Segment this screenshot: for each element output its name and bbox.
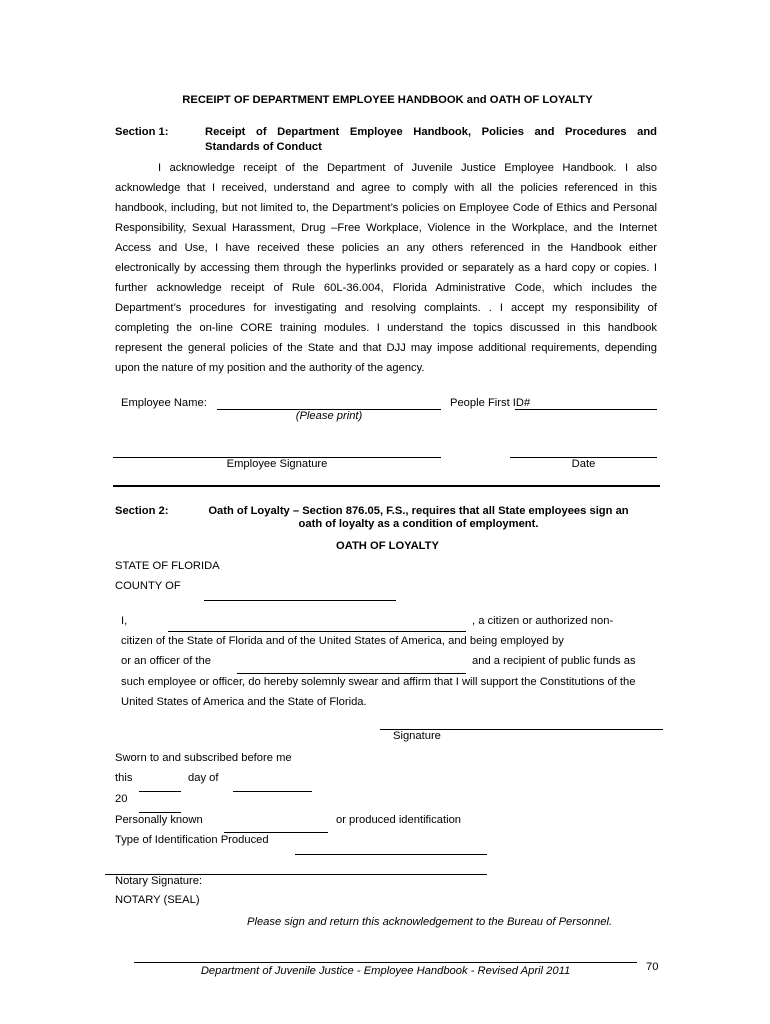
paragraph-line: Access and Use, I have received these policies an any others referenced in the Handbook either	[115, 242, 657, 254]
day-of-label: day of	[188, 772, 219, 784]
identification-type-line	[295, 854, 487, 855]
oath-officer-label: or an officer of the	[121, 655, 211, 667]
notary-seal-label: NOTARY (SEAL)	[115, 894, 200, 906]
paragraph-line: Responsibility, Sexual Harassment, Drug –Free Workplace, Violence in the Workplace, and the Internet	[115, 222, 657, 234]
page-number: 70	[646, 961, 659, 973]
people-first-id-label: People First ID#	[450, 397, 531, 409]
paragraph-line: I acknowledge receipt of the Department of Juvenile Justice Employee Handbook. I also	[158, 162, 657, 174]
employee-name-label: Employee Name:	[121, 397, 207, 409]
paragraph-line: electronically by accessing them through the hyperlinks provided or separately as a hard copy or copies. I	[115, 262, 657, 274]
county-label: COUNTY OF	[115, 580, 181, 592]
notary-signature-label: Notary Signature:	[115, 875, 203, 887]
paragraph-line: represent the general policies of the State and that DJJ may impose additional requirements, depending	[115, 342, 657, 354]
people-first-id-line	[515, 409, 657, 410]
paragraph-line: acknowledge that I received, understand and agree to comply with all the policies referenced in this	[115, 182, 657, 194]
day-line	[139, 791, 181, 792]
please-print-hint: (Please print)	[295, 410, 363, 422]
state-label: STATE OF FLORIDA	[115, 560, 220, 572]
oath-employer-line	[237, 673, 466, 674]
employee-signature-label: Employee Signature	[226, 458, 328, 470]
section-divider	[113, 485, 660, 487]
paragraph-line: handbook, including, but not limited to, the Department’s policies on Employee Code of Ethics and Personal	[115, 202, 657, 214]
county-line	[204, 600, 396, 601]
oath-line-4: such employee or officer, do hereby solemnly swear and affirm that I will support the Constitutions of the	[121, 676, 636, 688]
return-instruction: Please sign and return this acknowledgement to the Bureau of Personnel.	[247, 916, 613, 928]
sworn-text: Sworn to and subscribed before me	[115, 752, 292, 764]
month-line	[233, 791, 312, 792]
section1-label: Section 1:	[115, 126, 169, 138]
paragraph-line: upon the nature of my position and the authority of the agency.	[115, 362, 425, 374]
oath-officer-text: and a recipient of public funds as	[472, 655, 636, 667]
oath-name-line	[168, 631, 466, 632]
section2-heading-line-1: Oath of Loyalty – Section 876.05, F.S., requires that all State employees sign an	[208, 505, 629, 517]
oath-citizen-text: , a citizen or authorized non-	[472, 615, 614, 627]
document-title: RECEIPT OF DEPARTMENT EMPLOYEE HANDBOOK and OATH OF LOYALTY	[182, 94, 593, 106]
oath-line-2: citizen of the State of Florida and of the United States of America, and being employed by	[121, 635, 564, 647]
year-prefix: 20	[115, 793, 128, 805]
paragraph-line: Department’s procedures for investigating and resolving complaints. . I accept my responsibility of	[115, 302, 657, 314]
this-label: this	[115, 772, 133, 784]
section1-heading-line-2: Standards of Conduct	[205, 141, 322, 153]
paragraph-line: further acknowledge receipt of Rule 60L-36.004, Florida Administrative Code, which includes the	[115, 282, 657, 294]
personally-known-label: Personally known	[115, 814, 203, 826]
oath-title: OATH OF LOYALTY	[336, 540, 439, 552]
oath-line-5: United States of America and the State of Florida.	[121, 696, 367, 708]
paragraph-line: completing the on-line CORE training modules. I understand the topics discussed in this handbook	[115, 322, 657, 334]
oath-signature-label: Signature	[393, 730, 441, 742]
section2-heading-line-2: oath of loyalty as a condition of employment.	[298, 518, 539, 530]
section1-heading-line-1: Receipt of Department Employee Handbook, Policies and Procedures and	[205, 126, 657, 138]
footer-text: Department of Juvenile Justice - Employee Handbook - Revised April 2011	[200, 965, 571, 977]
date-label: Date	[571, 458, 596, 470]
oath-i: I,	[121, 615, 128, 627]
section2-label: Section 2:	[115, 505, 169, 517]
identification-type-label: Type of Identification Produced	[115, 834, 269, 846]
produced-identification-label: or produced identification	[336, 814, 462, 826]
footer-rule	[134, 962, 637, 963]
